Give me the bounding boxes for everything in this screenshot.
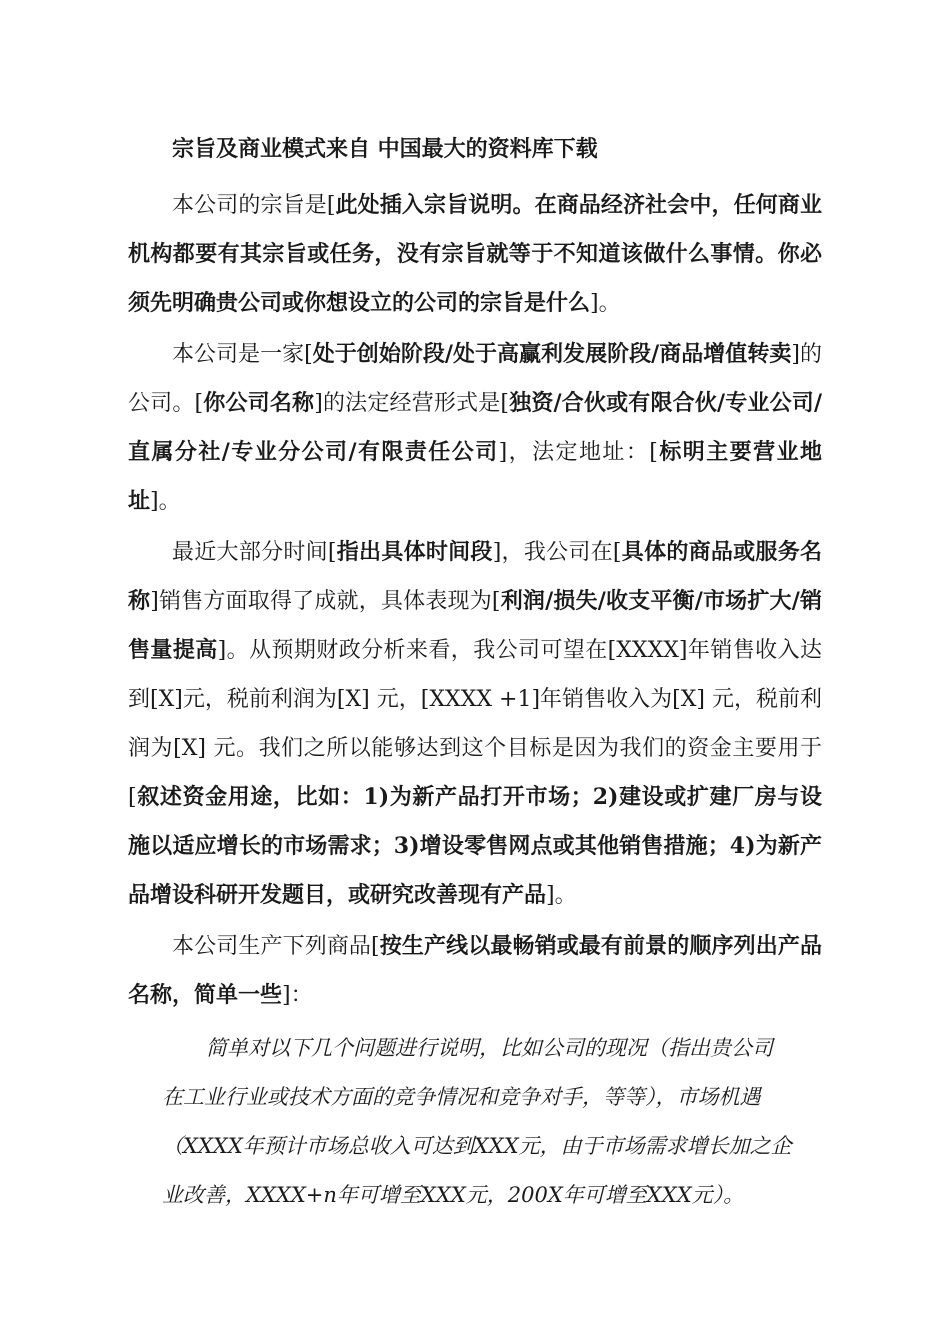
placeholder-run: 具体的商品或服务名称 [128, 539, 822, 614]
text-run: ]的公司。[ [128, 342, 822, 416]
italic-line: 业改善，XXXX+n年可增至XXX元，200X年可增至XXX元）。 [162, 1183, 745, 1207]
placeholder-run: 你公司名称 [203, 390, 315, 416]
section-title: 宗旨及商业模式来自 中国最大的资料库下载 [172, 136, 598, 162]
text-run: ]。 [590, 291, 621, 316]
text-run: 最近大部分时间[ [172, 540, 337, 565]
placeholder-run: 独资/合伙或有限合伙/专业公司/直属分社/专业分公司/有限责任公司 [128, 390, 822, 465]
text-run: ]。从预期财政分析来看，我公司可望在[XXXX]年销售收入达到[X]元，税前利润为[X] 元，[XXXX +1]年销售收入为[X] 元，税前利润为[X] 元。我们之所以能够达到这个目标是因为我们的资金主要用于[ [128, 638, 822, 810]
italic-line: （XXXX年预计市场总收入可达到XXX元，由于市场需求增长加之企 [162, 1134, 792, 1158]
italic-line: 简单对以下几个问题进行说明，比如公司的现况（指出贵公司 [206, 1036, 773, 1060]
paragraph-achievements [128, 528, 822, 920]
text-run: ]： [282, 983, 313, 1008]
text-run: ]的法定经营形式是[ [314, 391, 510, 416]
placeholder-run: 利润/损失/收支平衡/市场扩大/销售量提高 [128, 588, 822, 663]
paragraph-products [128, 922, 822, 1020]
placeholder-run: 指出具体时间段 [336, 539, 493, 565]
placeholder-run: 按生产线以最畅销或最有前景的顺序列出产品名称，简单一些 [128, 933, 822, 1008]
paragraph-mission [128, 181, 822, 328]
placeholder-run: 处于创始阶段/处于高赢利发展阶段/商品增值转卖 [312, 341, 792, 367]
paragraph-company [128, 330, 822, 526]
text-run: ]，我公司在[ [492, 540, 622, 565]
text-run: 本公司的宗旨是[ [172, 193, 336, 218]
text-run: ]，法定地址：[ [498, 440, 658, 465]
placeholder-run: 标明主要营业地址 [128, 439, 822, 514]
placeholder-run: 叙述资金用途，比如：1)为新产品打开市场；2)建设或扩建厂房与设施以适应增长的市场需求；3)增设零售网点或其他销售措施；4)为新产品增设科研开发题目，或研究改善现有产品 [128, 784, 822, 908]
text-run: ]。 [150, 489, 181, 514]
italic-line: 在工业行业或技术方面的竞争情况和竞争对手，等等），市场机遇 [162, 1085, 761, 1109]
text-run: 本公司生产下列商品[ [172, 934, 380, 959]
text-run: ]销售方面取得了成就，具体表现为[ [150, 589, 501, 614]
text-run: ]。 [546, 883, 577, 908]
document-body [128, 130, 822, 1220]
placeholder-run: 此处插入宗旨说明。在商品经济社会中，任何商业机构都要有其宗旨或任务，没有宗旨就等于不知道该做什么事情。你必须先明确贵公司或你想设立的公司的宗旨是什么 [128, 192, 822, 316]
text-run: 本公司是一家[ [172, 342, 313, 367]
italic-note [128, 1024, 822, 1220]
